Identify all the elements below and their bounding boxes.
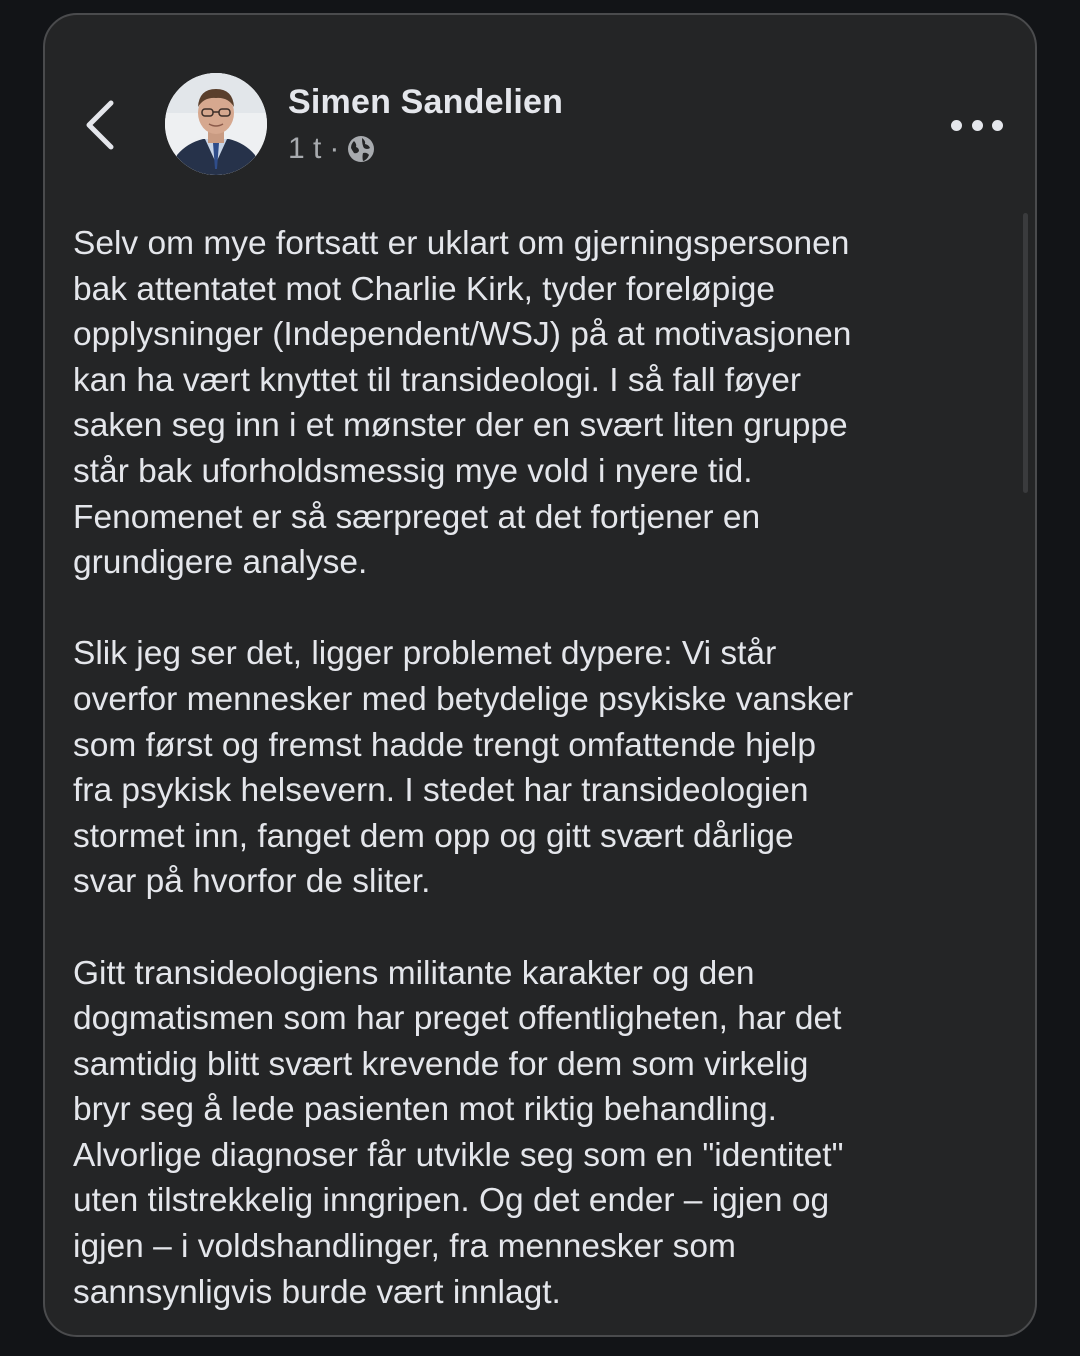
text-line: grundigere analyse.	[73, 544, 368, 582]
author-avatar[interactable]	[165, 73, 267, 175]
text-line: Selv om mye fortsatt er uklart om gjerningspersonen	[73, 225, 850, 262]
text-line: saken seg inn i et mønster der en svært liten gruppe	[73, 407, 848, 445]
author-photo	[165, 73, 267, 175]
text-line: som først og fremst hadde trengt omfattende hjelp	[73, 726, 816, 764]
more-horizontal-icon-dot	[992, 120, 1003, 131]
more-horizontal-icon-dot	[972, 120, 983, 131]
text-line: Gitt transideologiens militante karakter og den	[73, 954, 755, 992]
post-meta	[288, 132, 377, 166]
more-options-button[interactable]	[951, 115, 1003, 135]
text-line: opplysninger (Independent/WSJ) på at motivasjonen	[73, 316, 852, 354]
text-line: Alvorlige diagnoser får utvikle seg som en "identitet"	[73, 1136, 844, 1174]
text-line: stormet inn, fanget dem opp og gitt svært dårlige	[73, 817, 794, 855]
post-timestamp[interactable]: 1 t	[288, 132, 322, 165]
text-line: Fenomenet er så særpreget at det fortjener en	[73, 498, 761, 536]
text-line: bryr seg å lede pasienten mot riktig behandling.	[73, 1091, 777, 1129]
text-line: bak attentatet mot Charlie Kirk, tyder foreløpige	[73, 270, 775, 308]
text-line: svar på hvorfor de sliter.	[73, 863, 431, 901]
text-line: Slik jeg ser det, ligger problemet dypere: Vi står	[73, 635, 777, 673]
scrollbar[interactable]	[1023, 213, 1028, 493]
text-line: står bak uforholdsmessig mye vold i nyere tid.	[73, 452, 753, 490]
post-paragraph	[73, 221, 1003, 586]
more-horizontal-icon-dot	[951, 120, 962, 131]
post-paragraph	[73, 951, 1003, 1316]
globe-icon[interactable]	[345, 133, 377, 165]
text-line: overfor mennesker med betydelige psykiske vansker	[73, 680, 854, 718]
chevron-left-icon	[83, 97, 119, 153]
text-line: igjen – i voldshandlinger, fra mennesker som	[73, 1228, 736, 1266]
author-name[interactable]: Simen Sandelien	[288, 83, 564, 121]
text-line: kan ha vært knyttet til transideologi. I så fall føyer	[73, 361, 802, 399]
text-line: dogmatismen som har preget offentligheten, har det	[73, 1000, 842, 1038]
text-line: sannsynligvis burde vært innlagt.	[73, 1273, 561, 1311]
post-text	[73, 221, 1003, 1315]
back-button[interactable]	[83, 97, 119, 153]
post-card	[43, 13, 1037, 1337]
text-line: uten tilstrekkelig inngripen. Og det ender – igjen og	[73, 1182, 830, 1220]
text-line: samtidig blitt svært krevende for dem som virkelig	[73, 1045, 809, 1083]
post-paragraph	[73, 631, 1003, 905]
meta-separator: ·	[329, 132, 340, 165]
text-line: fra psykisk helsevern. I stedet har transideologien	[73, 772, 809, 810]
